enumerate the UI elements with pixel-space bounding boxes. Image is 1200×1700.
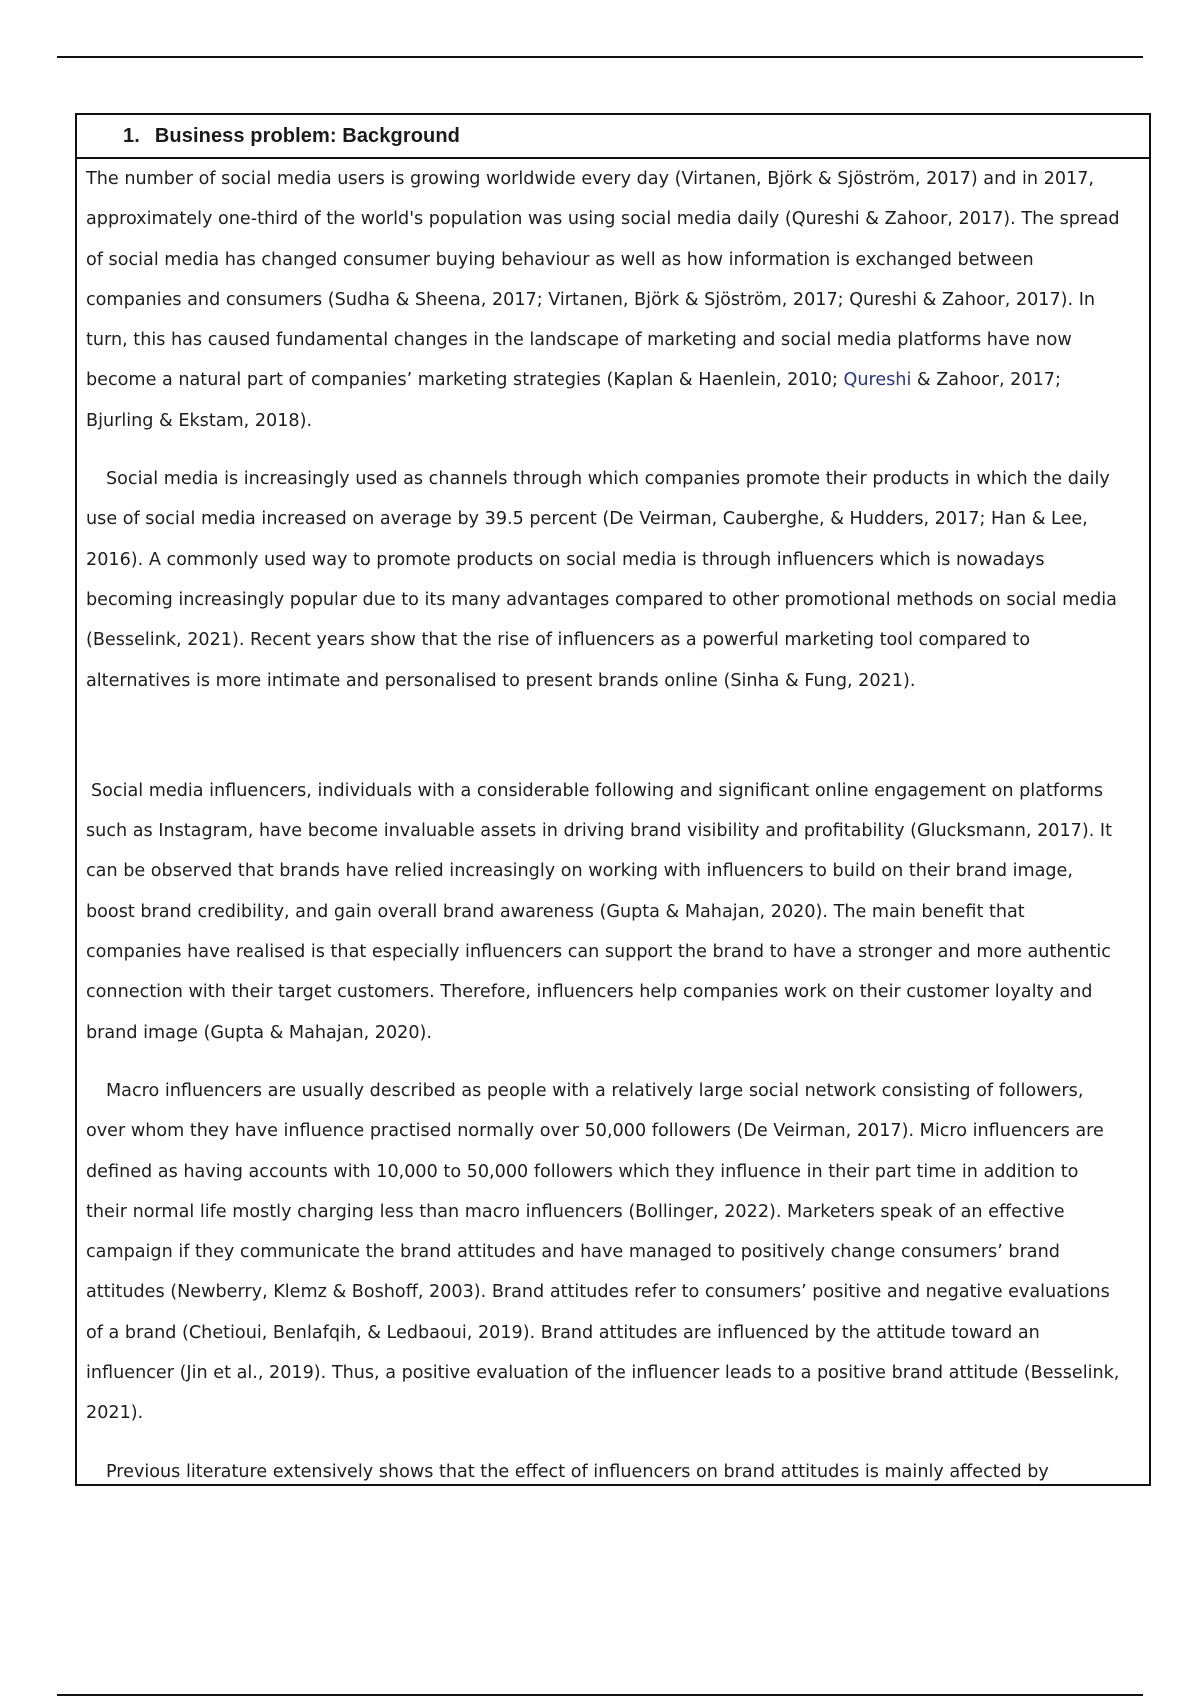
text-line: 2021). [86,1403,144,1424]
text-line: use of social media increased on average by 39.5 percent (De Veirman, Cauberghe, & Hudders, 2017; Han & Lee, [86,509,1088,530]
text-line: their normal life mostly charging less than macro influencers (Bollinger, 2022). Marketers speak of an effective [86,1201,1065,1222]
text-line: influencer (Jin et al., 2019). Thus, a positive evaluation of the influencer leads to a positive brand attitude (Besselink, [86,1363,1120,1384]
text-line: companies and consumers (Sudha & Sheena, 2017; Virtanen, Björk & Sjöström, 2017; Qureshi & Zahoor, 2017). In [86,289,1096,310]
paragraph-spacer [86,441,1139,459]
text-line: can be observed that brands have relied increasingly on working with influencers to build on their brand image, [86,861,1073,882]
footer-rule [57,1694,1143,1696]
paragraph-2 [86,459,1139,701]
paragraph-4 [86,1071,1139,1434]
text-line: alternatives is more intimate and personalised to present brands online (Sinha & Fung, 2021). [86,670,916,691]
text-line: defined as having accounts with 10,000 to 50,000 followers which they influence in their part time in addition to [86,1161,1079,1182]
text-line: companies have realised is that especially influencers can support the brand to have a stronger and more authentic [86,942,1111,963]
text-line [86,360,1139,400]
section-heading-cell [77,115,1149,159]
citation-link[interactable]: Qureshi [843,370,912,391]
text-line: attitudes (Newberry, Klemz & Boshoff, 2003). Brand attitudes refer to consumers’ positive and negative evaluations [86,1282,1110,1303]
body-text [77,159,1149,1486]
text-line: of social media has changed consumer buying behaviour as well as how information is exchanged between [86,249,1034,270]
text-line: boost brand credibility, and gain overall brand awareness (Gupta & Mahajan, 2020). The main benefit that [86,901,1025,922]
header-rule [57,56,1143,58]
text-line: turn, this has caused fundamental changes in the landscape of marketing and social media platforms have now [86,330,1072,351]
text-line: Previous literature extensively shows that the effect of influencers on brand attitudes is mainly affected by [106,1461,1049,1482]
paragraph-1 [86,159,1139,441]
text-line: brand image (Gupta & Mahajan, 2020). [86,1022,433,1043]
paragraph-spacer [86,1434,1139,1452]
text-line: (Besselink, 2021). Recent years show that the rise of influencers as a powerful marketing tool compared to [86,630,1031,651]
text-line: campaign if they communicate the brand attitudes and have managed to positively change consumers’ brand [86,1242,1060,1263]
text-line: Social media is increasingly used as channels through which companies promote their products in which the daily [106,469,1110,490]
text-line: Social media influencers, individuals with a considerable following and significant online engagement on platforms [91,780,1104,801]
paragraph-spacer [86,1053,1139,1071]
text-line: such as Instagram, have become invaluable assets in driving brand visibility and profitability (Glucksmann, 2017). It [86,821,1112,842]
text-line: approximately one-third of the world's population was using social media daily (Qureshi & Zahoor, 2017). The spread [86,209,1120,230]
text-segment: become a natural part of companies’ marketing strategies (Kaplan & Haenlein, 2010; [86,370,844,391]
paragraph-5 [86,1452,1139,1486]
section-title: Business problem: Background [154,124,460,147]
text-line: becoming increasingly popular due to its many advantages compared to other promotional methods on social media [86,589,1117,610]
content-table [75,113,1151,1486]
text-line: 2016). A commonly used way to promote products on social media is through influencers which is nowadays [86,549,1045,570]
text-line: over whom they have influence practised normally over 50,000 followers (De Veirman, 2017). Micro influencers are [86,1121,1104,1142]
section-heading [123,125,460,148]
text-line: connection with their target customers. Therefore, influencers help companies work on their customer loyalty and [86,982,1093,1003]
paragraph-spacer [86,701,1139,771]
text-line: Bjurling & Ekstam, 2018). [86,410,313,431]
section-number: 1. [123,124,140,147]
text-line: of a brand (Chetioui, Benlafqih, & Ledbaoui, 2019). Brand attitudes are influenced by the attitude toward an [86,1322,1040,1343]
text-segment: & Zahoor, 2017; [911,370,1061,391]
paragraph-3 [86,771,1139,1053]
text-line: Macro influencers are usually described as people with a relatively large social network consisting of followers, [106,1080,1084,1101]
text-line: The number of social media users is growing worldwide every day (Virtanen, Björk & Sjöström, 2017) and in 2017, [86,169,1094,189]
